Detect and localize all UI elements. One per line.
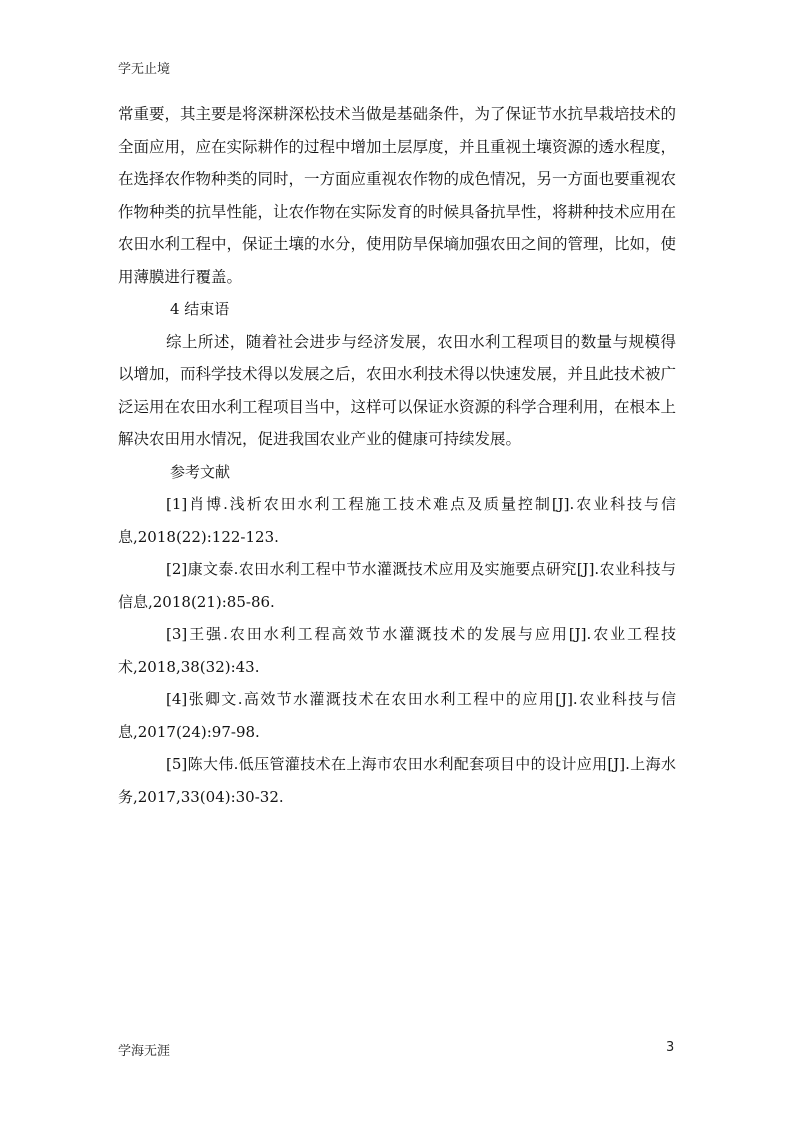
reference-item: [2]康文泰.农田水利工程中节水灌溉技术应用及实施要点研究[J].农业科技与信息,2018(21):85-86.: [118, 560, 676, 611]
page-footer: 学海无涯: [118, 1044, 171, 1059]
page-number: 3: [666, 1040, 675, 1055]
conclusion-heading: 4 结束语: [170, 300, 230, 318]
reference-item: [3]王强.农田水利工程高效节水灌溉技术的发展与应用[J].农业工程技术,2018,38(32):43.: [118, 625, 676, 676]
reference-item: [1]肖博.浅析农田水利工程施工技术难点及质量控制[J].农业科技与信息,2018(22):122-123.: [118, 495, 676, 546]
intro-paragraph: 常重要，其主要是将深耕深松技术当做是基础条件，为了保证节水抗旱栽培技术的全面应用，应在实际耕作的过程中增加土层厚度，并且重视土壤资源的透水程度，在选择农作物种类的同时，一方面应重视农作物的成色情况，另一方面也要重视农作物种类的抗旱性能，让农作物在实际发育的时候具备抗旱性，将耕种技术应用在农田水利工程中，保证土壤的水分，使用防旱保墒加强农田之间的管理，比如，使用薄膜进行覆盖。: [118, 105, 677, 286]
conclusion-paragraph: 综上所述，随着社会进步与经济发展，农田水利工程项目的数量与规模得以增加，而科学技术得以发展之后，农田水利技术得以快速发展，并且此技术被广泛运用在农田水利工程项目当中，这样可以保证水资源的科学合理利用，在根本上解决农田用水情况，促进我国农业产业的健康可持续发展。: [118, 332, 677, 448]
document-body: [118, 98, 676, 813]
references-heading: 参考文献: [170, 462, 231, 481]
reference-item: [5]陈大伟.低压管灌技术在上海市农田水利配套项目中的设计应用[J].上海水务,2017,33(04):30-32.: [118, 755, 676, 806]
page-header: 学无止境: [118, 62, 171, 77]
references-list: [118, 488, 676, 813]
reference-item: [4]张卿文.高效节水灌溉技术在农田水利工程中的应用[J].农业科技与信息,2017(24):97-98.: [118, 690, 676, 741]
